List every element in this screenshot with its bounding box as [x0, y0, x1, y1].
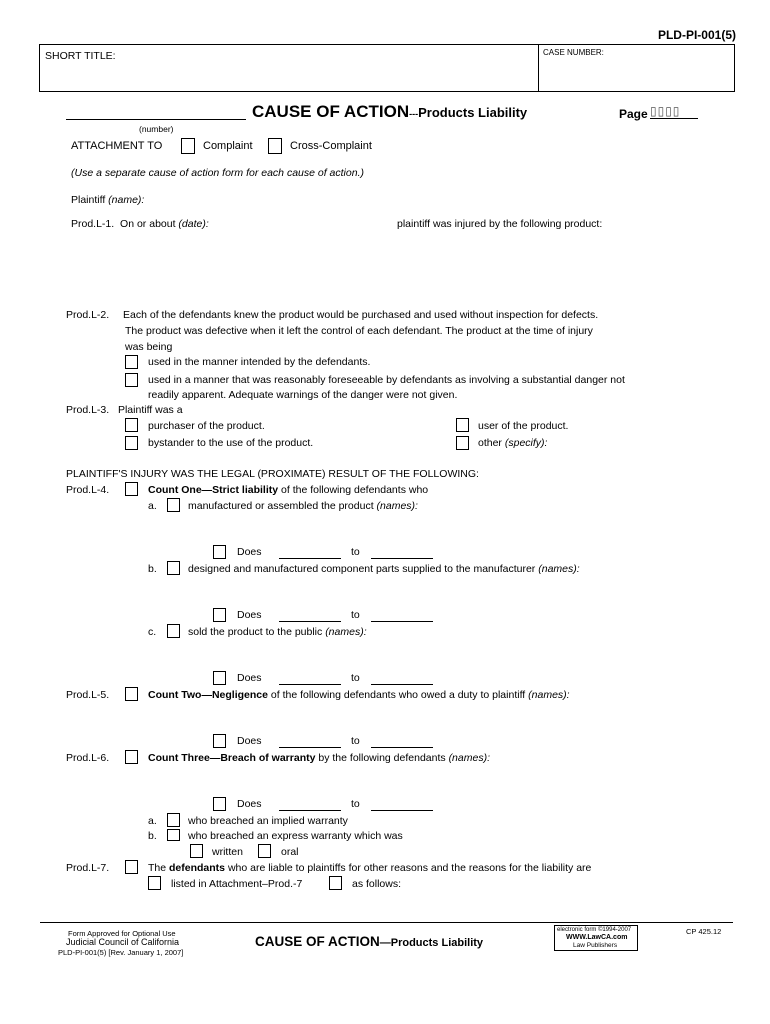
cross-complaint-label: Cross-Complaint	[290, 140, 372, 152]
cross-complaint-checkbox[interactable]	[268, 138, 282, 154]
count-three-checkbox[interactable]	[125, 750, 138, 764]
prod-l3-num: Prod.L-3.	[66, 404, 110, 416]
prod-l7-rest: who are liable to plaintiffs for other reasons and the reasons for the liability are	[227, 862, 592, 874]
purchaser-checkbox[interactable]	[125, 418, 138, 432]
prod-l4-c-hint: (names):	[325, 626, 367, 638]
footer-title-main: CAUSE OF ACTION	[255, 934, 380, 949]
prod-l5-rest: of the following defendants who owed a duty to plaintiff	[270, 689, 526, 701]
does-from-field-2[interactable]	[279, 621, 341, 622]
intended-use-checkbox[interactable]	[125, 355, 138, 369]
does-from-field-5[interactable]	[279, 810, 341, 811]
prod-l1-num: Prod.L-1.	[71, 218, 115, 230]
attachment-label: ATTACHMENT TO	[71, 140, 163, 152]
written-label: written	[212, 846, 243, 858]
count-two-checkbox[interactable]	[125, 687, 138, 701]
efile-line1: electronic form ©1994-2007	[557, 927, 632, 933]
prod-l4-num: Prod.L-4.	[66, 484, 110, 496]
short-title-label: SHORT TITLE:	[45, 50, 116, 62]
prod-l7-opt1: listed in Attachment–Prod.-7	[171, 878, 303, 890]
does-to-field-3[interactable]	[371, 684, 433, 685]
does-checkbox-3[interactable]	[213, 671, 226, 685]
manufactured-checkbox[interactable]	[167, 498, 180, 512]
prod-l6-hint: (names):	[448, 752, 490, 764]
does-checkbox-5[interactable]	[213, 797, 226, 811]
complaint-checkbox[interactable]	[181, 138, 195, 154]
efile-line3: Law Publishers	[573, 942, 618, 949]
does-checkbox-1[interactable]	[213, 545, 226, 559]
prod-l4-rest: of the following defendants who	[281, 484, 429, 496]
does-to-5: to	[351, 798, 360, 810]
title-main: CAUSE OF ACTION	[252, 102, 410, 121]
does-label-5: Does	[237, 798, 262, 810]
does-to-field-1[interactable]	[371, 558, 433, 559]
prod-l7-opt2: as follows:	[352, 878, 402, 890]
prod-l2-opt1: used in the manner intended by the defendants.	[148, 356, 371, 368]
prod-l7-bold: defendants	[169, 862, 226, 874]
injury-heading: PLAINTIFF'S INJURY WAS THE LEGAL (PROXIMATE) RESULT OF THE FOLLOWING:	[66, 468, 479, 480]
efile-line2: WWW.LawCA.com	[566, 934, 628, 941]
prod-l2-opt2-line1: used in a manner that was reasonably foreseeable by defendants as involving a substantial danger not	[148, 374, 625, 386]
does-to-1: to	[351, 546, 360, 558]
prod-l3-opt4-label: other	[478, 437, 502, 449]
implied-warranty-checkbox[interactable]	[167, 813, 180, 827]
does-from-field-4[interactable]	[279, 747, 341, 748]
prod-l5-title: Count Two—Negligence	[148, 689, 268, 701]
prod-l2-line2: The product was defective when it left the control of each defendant. The product at the time of injury	[125, 325, 593, 337]
does-to-field-5[interactable]	[371, 810, 433, 811]
plaintiff-label-text: Plaintiff	[71, 194, 106, 206]
prod-l5-hint: (names):	[528, 689, 570, 701]
prod-l7-num: Prod.L-7.	[66, 862, 110, 874]
footer-approved: Form Approved for Optional Use	[68, 929, 176, 938]
footer-council: Judicial Council of California	[66, 937, 180, 947]
does-to-2: to	[351, 609, 360, 621]
oral-checkbox[interactable]	[258, 844, 271, 858]
footer-cp: CP 425.12	[686, 927, 722, 936]
number-caption: (number)	[139, 124, 174, 134]
oral-label: oral	[281, 846, 299, 858]
other-checkbox[interactable]	[456, 436, 469, 450]
prod-l3-text: Plaintiff was a	[117, 404, 183, 416]
page-title	[252, 102, 527, 122]
component-parts-checkbox[interactable]	[167, 561, 180, 575]
written-checkbox[interactable]	[190, 844, 203, 858]
footer-rev: PLD-PI-001(5) [Rev. January 1, 2007]	[58, 948, 184, 957]
does-to-3: to	[351, 672, 360, 684]
does-label-2: Does	[237, 609, 262, 621]
instruction-text: (Use a separate cause of action form for each cause of action.)	[71, 167, 364, 179]
does-to-field-2[interactable]	[371, 621, 433, 622]
cause-number-field[interactable]	[66, 119, 246, 120]
prod-l3-opt4-hint: (specify):	[504, 437, 548, 449]
express-warranty-checkbox[interactable]	[167, 829, 180, 841]
header-box	[39, 44, 735, 92]
does-checkbox-4[interactable]	[213, 734, 226, 748]
prod-l4-a-hint: (names):	[376, 500, 418, 512]
title-sub: Products Liability	[418, 105, 528, 120]
prod-l4-b-text: designed and manufactured component parts supplied to the manufacturer	[188, 563, 536, 575]
prod-l4-title: Count One—Strict liability	[148, 484, 279, 496]
header-divider	[538, 44, 539, 92]
prod-l4-a-letter: a.	[148, 500, 157, 512]
prod-l2-line1: Each of the defendants knew the product would be purchased and used without inspection for defects.	[123, 309, 599, 321]
prod-l6-rest: by the following defendants	[318, 752, 446, 764]
prod-l4-a-text: manufactured or assembled the product	[188, 500, 374, 512]
count-one-checkbox[interactable]	[125, 482, 138, 496]
user-checkbox[interactable]	[456, 418, 469, 432]
prod-l5-num: Prod.L-5.	[66, 689, 110, 701]
prod-l1-date-hint: (date):	[178, 218, 209, 230]
prod-l4-b-hint: (names):	[538, 563, 580, 575]
title-dash: ---	[409, 109, 419, 119]
footer-title-sub: —Products Liability	[379, 937, 484, 949]
prod-l1-row	[71, 218, 209, 230]
does-label-1: Does	[237, 546, 262, 558]
does-from-field-1[interactable]	[279, 558, 341, 559]
page-number-field[interactable]: ▯▯▯▯	[650, 104, 698, 119]
does-to-field-4[interactable]	[371, 747, 433, 748]
footer-title	[255, 934, 483, 949]
prod-l1-text: On or about	[120, 218, 176, 230]
prod-l3-row	[66, 404, 183, 416]
prod-l6-num: Prod.L-6.	[66, 752, 110, 764]
prod-l1-right: plaintiff was injured by the following product:	[397, 218, 603, 230]
attachment-prod7-checkbox[interactable]	[148, 876, 161, 890]
form-id: PLD-PI-001(5)	[657, 28, 736, 42]
plaintiff-label	[71, 194, 144, 206]
other-reasons-checkbox[interactable]	[125, 860, 138, 874]
foreseeable-use-checkbox[interactable]	[125, 373, 138, 387]
as-follows-checkbox[interactable]	[329, 876, 342, 890]
does-label-3: Does	[237, 672, 262, 684]
prod-l4-c-text: sold the product to the public	[188, 626, 323, 638]
prod-l3-opt1: purchaser of the product.	[148, 420, 265, 432]
prod-l6-a-text: who breached an implied warranty	[188, 815, 348, 827]
prod-l4-b-letter: b.	[148, 563, 157, 575]
prod-l4-c-letter: c.	[148, 626, 157, 638]
prod-l3-opt3: user of the product.	[478, 420, 569, 432]
bystander-checkbox[interactable]	[125, 436, 138, 450]
page-label: Page	[619, 107, 648, 121]
does-checkbox-2[interactable]	[213, 608, 226, 622]
prod-l6-b-letter: b.	[148, 830, 157, 842]
does-label-4: Does	[237, 735, 262, 747]
prod-l3-opt2: bystander to the use of the product.	[148, 437, 314, 449]
footer-rule	[40, 922, 733, 923]
prod-l7-pre: The	[148, 862, 167, 874]
prod-l2-num: Prod.L-2.	[66, 309, 110, 321]
case-number-label: CASE NUMBER:	[543, 48, 604, 57]
does-to-4: to	[351, 735, 360, 747]
complaint-label: Complaint	[203, 140, 253, 152]
sold-product-checkbox[interactable]	[167, 624, 180, 638]
prod-l2-opt2-line2: readily apparent. Adequate warnings of the danger were not given.	[148, 389, 458, 401]
plaintiff-name-hint: (name):	[108, 194, 145, 206]
does-from-field-3[interactable]	[279, 684, 341, 685]
prod-l2-line3: was being	[125, 341, 173, 353]
prod-l3-opt4	[478, 437, 547, 449]
prod-l6-title: Count Three—Breach of warranty	[148, 752, 316, 764]
prod-l6-a-letter: a.	[148, 815, 157, 827]
prod-l6-b-text: who breached an express warranty which was	[188, 830, 403, 842]
